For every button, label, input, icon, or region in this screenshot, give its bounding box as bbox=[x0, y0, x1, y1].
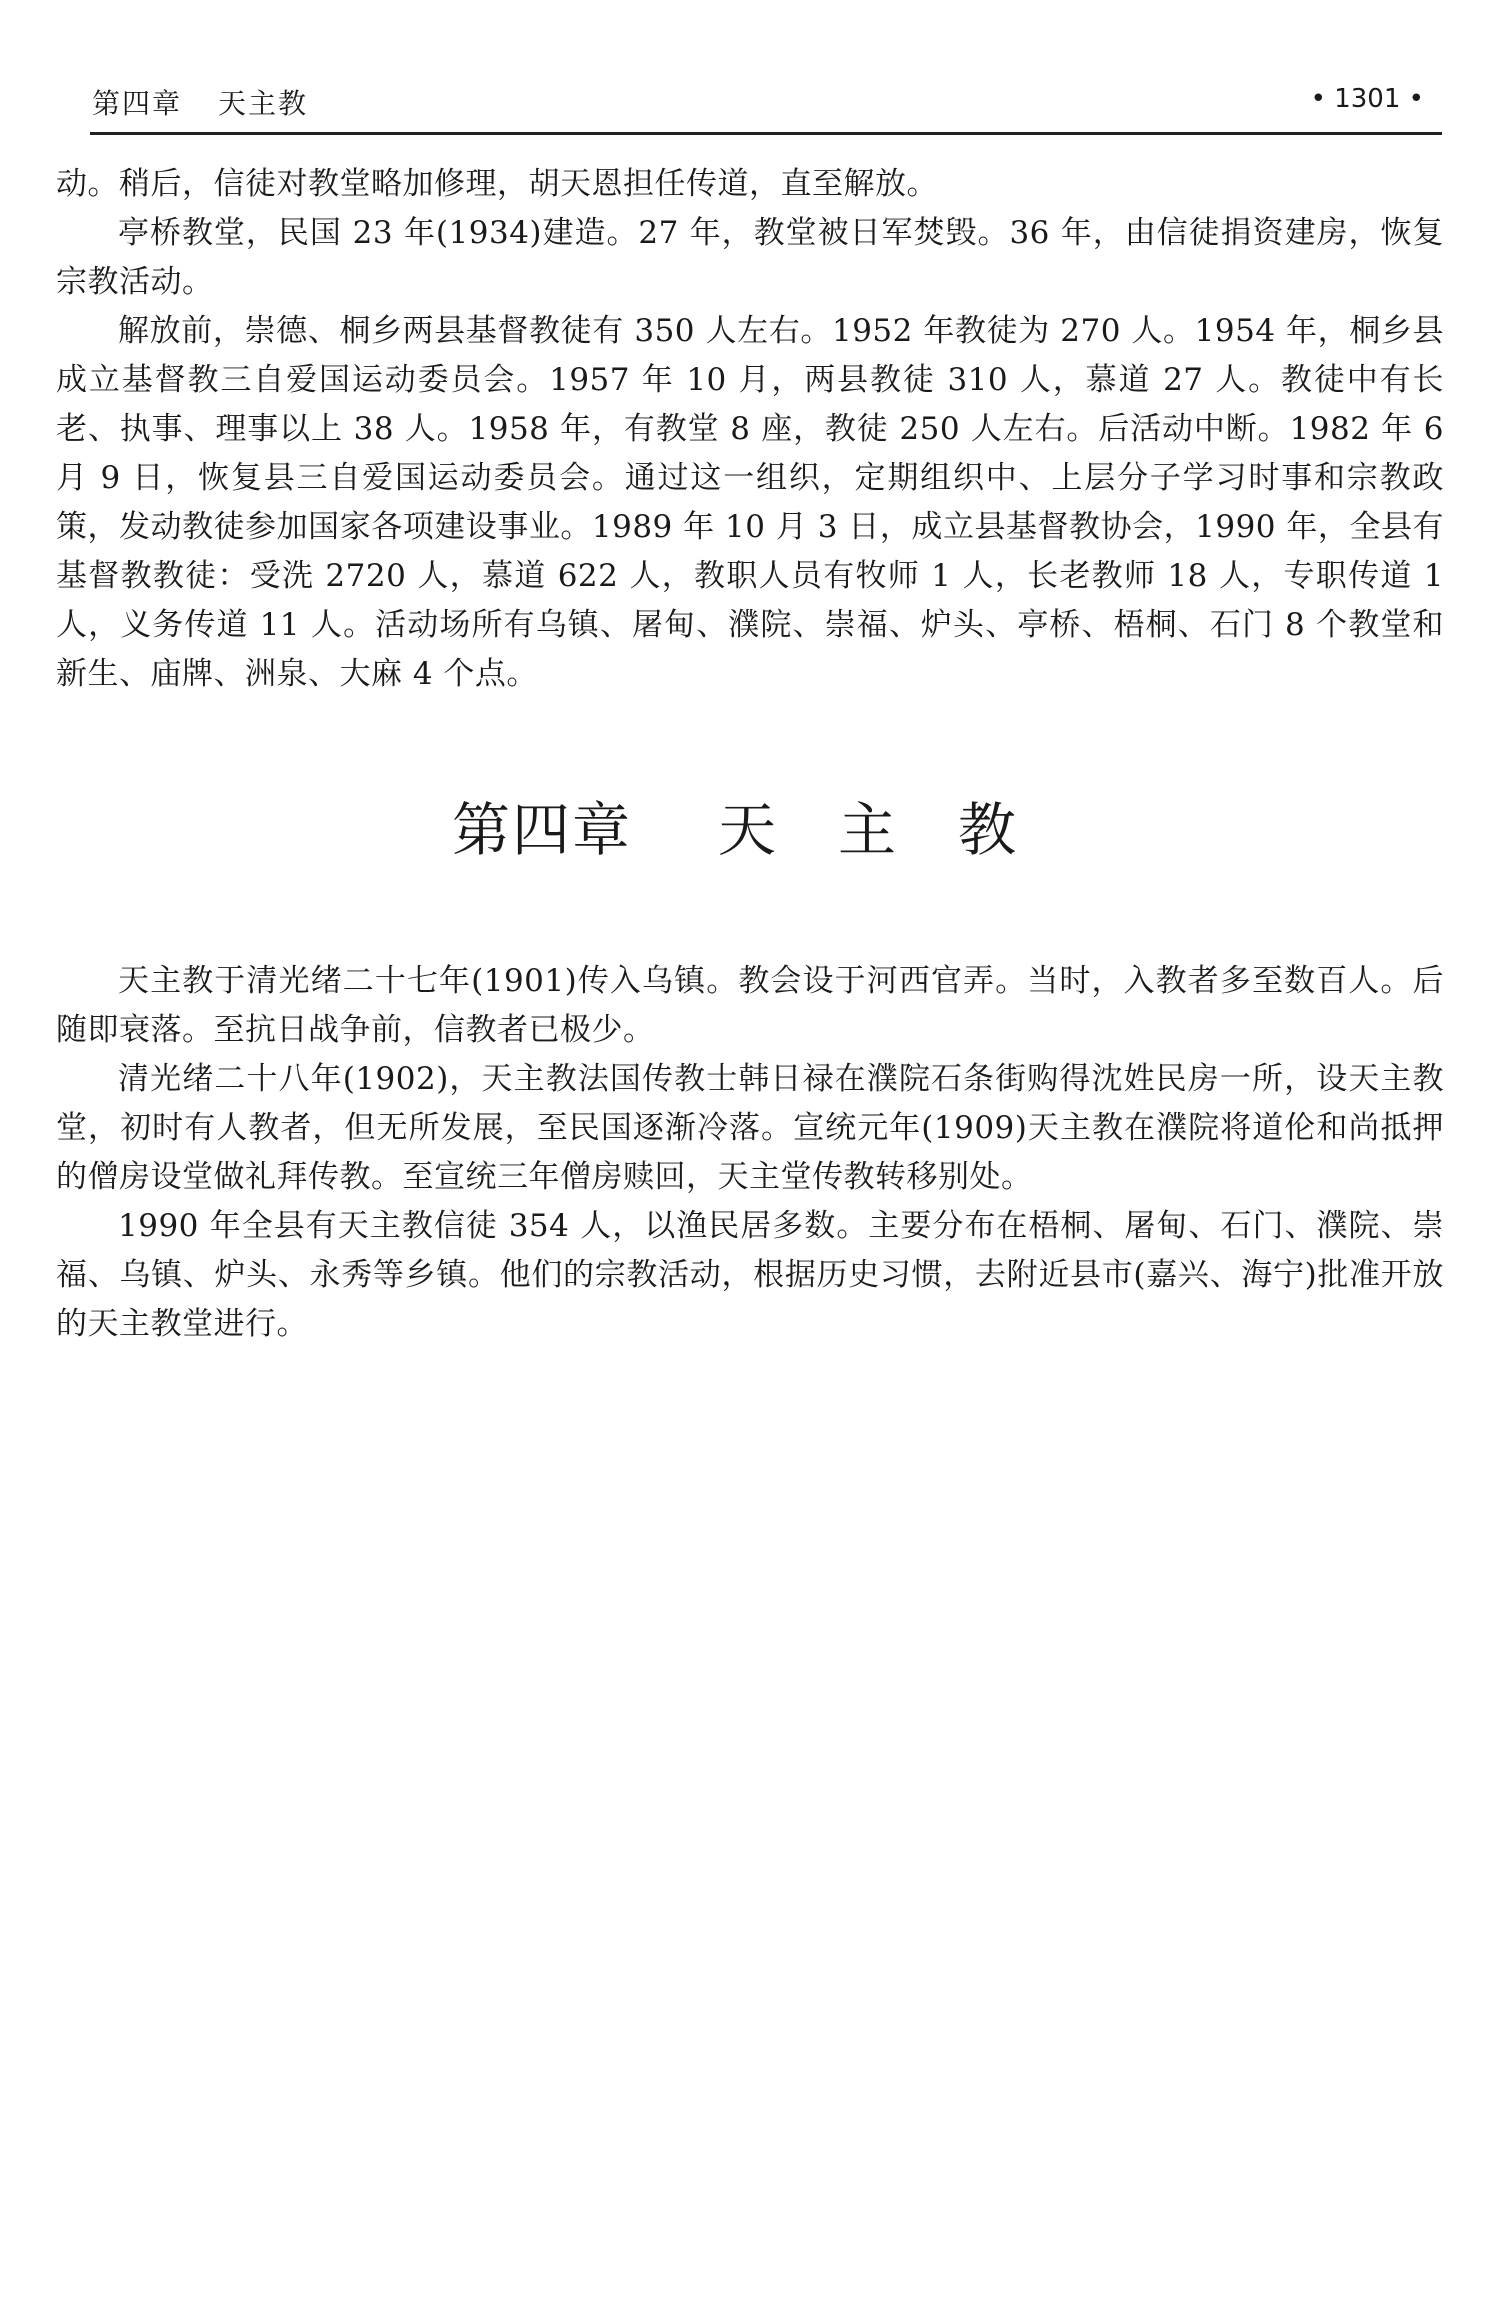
chapter-title-char: 教 bbox=[958, 796, 1019, 864]
running-header bbox=[90, 78, 1442, 126]
paragraph: 天主教于清光绪二十七年(1901)传入乌镇。教会设于河西官弄。当时，入教者多至数百人。后随即衰落。至抗日战争前，信教者已极少。 bbox=[56, 963, 1444, 1048]
header-rule bbox=[90, 132, 1442, 135]
paragraph: 动。稍后，信徒对教堂略加修理，胡天恩担任传道，直至解放。 bbox=[56, 166, 938, 202]
page-body bbox=[56, 160, 1444, 1349]
paragraph: 亭桥教堂，民国 23 年(1934)建造。27 年，教堂被日军焚毁。36 年，由信徒捐资建房，恢复宗教活动。 bbox=[56, 215, 1444, 300]
header-chapter bbox=[92, 82, 308, 122]
paragraph: 解放前，崇德、桐乡两县基督教徒有 350 人左右。1952 年教徒为 270 人。1954 年，桐乡县成立基督教三自爱国运动委员会。1957 年 10 月，两县教徒 310 人，慕道 27 人。教徒中有长老、执事、理事以上 38 人。1958 年，有教堂 8 座，教徒 250 人左右。后活动中断。1982 年 6 月 9 日，恢复县三自爱国运动委员会。通过这一组织，定期组织中、上层分子学习时事和宗教政策，发动教徒参加国家各项建设事业。1989 年 10 月 3 日，成立县基督教协会，1990 年，全县有基督教教徒：受洗 2720 人，慕道 622 人，教职人员有牧师 1 人，长老教师 18 人，专职传道 1 人，义务传道 11 人。活动场所有乌镇、屠甸、濮院、崇福、炉头、亭桥、梧桐、石门 8 个教堂和新生、庙牌、洲泉、大麻 4 个点。 bbox=[56, 313, 1444, 692]
paragraph: 1990 年全县有天主教信徒 354 人，以渔民居多数。主要分布在梧桐、屠甸、石门、濮院、崇福、乌镇、炉头、永秀等乡镇。他们的宗教活动，根据历史习惯，去附近县市(嘉兴、海宁)批准开放的天主教堂进行。 bbox=[56, 1208, 1444, 1342]
chapter-title bbox=[56, 795, 1444, 865]
header-chapter-name: 天主教 bbox=[218, 87, 309, 120]
paragraph: 清光绪二十八年(1902)，天主教法国传教士韩日禄在濮院石条街购得沈姓民房一所，设天主教堂，初时有人教者，但无所发展，至民国逐渐冷落。宣统元年(1909)天主教在濮院将道伦和尚抵押的僧房设堂做礼拜传教。至宣统三年僧房赎回，天主堂传教转移别处。 bbox=[56, 1061, 1444, 1195]
page-number: • 1301 • bbox=[1310, 84, 1424, 114]
chapter-title-number: 第四章 bbox=[451, 796, 632, 864]
chapter-title-char: 天 bbox=[717, 796, 778, 864]
chapter-title-char: 主 bbox=[838, 796, 899, 864]
header-chapter-number: 第四章 bbox=[92, 87, 183, 120]
